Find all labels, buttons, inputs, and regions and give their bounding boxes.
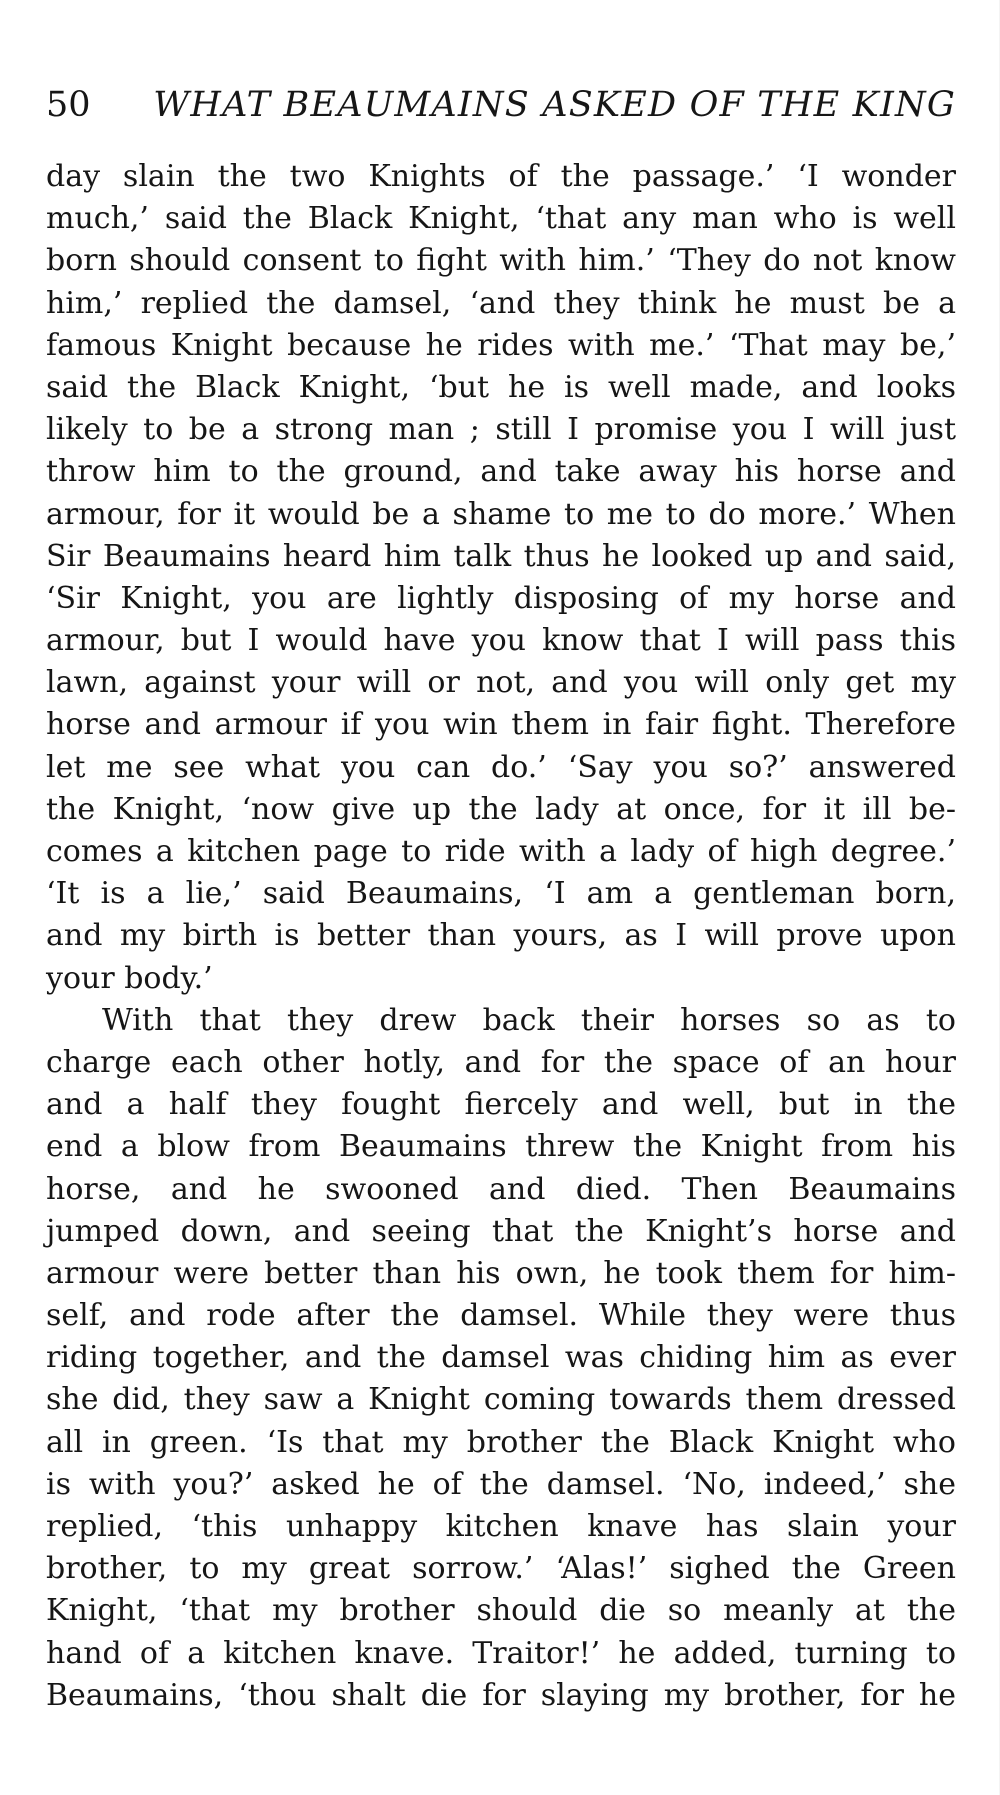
text-line: With that they drew back their horses so as to [102, 1002, 956, 1038]
text-line: ‘It is a lie,’ said Beaumains, ‘I am a gentleman born, [46, 876, 956, 912]
text-line: let me see what you can do.’ ‘Say you so?’ answered [46, 749, 956, 785]
text-line: your body.’ [46, 960, 213, 996]
text-line: is with you?’ asked he of the damsel. ‘No, indeed,’ she [46, 1466, 956, 1502]
body-text [46, 156, 956, 1717]
text-line: and a half they fought fiercely and well, but in the [46, 1087, 956, 1123]
text-line: brother, to my great sorrow.’ ‘Alas!’ sighed the Green [46, 1551, 956, 1587]
text-line: hand of a kitchen knave. Traitor!’ he added, turning to [46, 1635, 956, 1671]
text-line: born should consent to fight with him.’ ‘They do not know [46, 243, 956, 279]
text-line: comes a kitchen page to ride with a lady of high degree.’ [46, 834, 956, 869]
text-line: much,’ said the Black Knight, ‘that any man who is well [46, 201, 956, 237]
text-line: Beaumains, ‘thou shalt die for slaying my brother, for he [46, 1677, 956, 1713]
page-number: 50 [46, 85, 91, 125]
text-line: she did, they saw a Knight coming towards them dressed [46, 1382, 956, 1418]
text-line: day slain the two Knights of the passage.’ ‘I wonder [46, 159, 956, 194]
paragraph [46, 156, 956, 1000]
text-line: ‘Sir Knight, you are lightly disposing of my horse and [46, 580, 956, 616]
text-line: said the Black Knight, ‘but he is well made, and looks [46, 369, 956, 405]
book-page [46, 0, 956, 1795]
text-line: horse, and he swooned and died. Then Beaumains [46, 1171, 956, 1207]
page-header [46, 80, 956, 130]
text-line: famous Knight because he rides with me.’ ‘That may be,’ [46, 327, 956, 363]
text-line: armour, for it would be a shame to me to do more.’ When [46, 496, 956, 532]
text-line: and my birth is better than yours, as I will prove upon [46, 918, 956, 954]
text-line: Sir Beaumains heard him talk thus he looked up and said, [46, 538, 956, 574]
text-line: throw him to the ground, and take away his horse and [46, 454, 956, 490]
text-line: charge each other hotly, and for the space of an hour [46, 1044, 956, 1080]
text-line: likely to be a strong man ; still I promise you I will just [46, 412, 956, 448]
text-line: lawn, against your will or not, and you will only get my [46, 665, 956, 701]
text-line: jumped down, and seeing that the Knight’s horse and [46, 1213, 956, 1249]
running-title: WHAT BEAUMAINS ASKED OF THE KING [153, 85, 956, 125]
paragraph [46, 1000, 956, 1717]
text-line: all in green. ‘Is that my brother the Black Knight who [46, 1424, 956, 1460]
text-line: him,’ replied the damsel, ‘and they think he must be a [46, 285, 956, 321]
text-line: self, and rode after the damsel. While they were thus [46, 1298, 956, 1334]
text-line: riding together, and the damsel was chiding him as ever [46, 1340, 956, 1376]
text-line: armour were better than his own, he took them for him- [46, 1255, 956, 1291]
text-line: horse and armour if you win them in fair fight. Therefore [46, 707, 956, 743]
text-line: Knight, ‘that my brother should die so meanly at the [46, 1593, 956, 1629]
text-line: the Knight, ‘now give up the lady at once, for it ill be- [46, 791, 956, 827]
text-line: end a blow from Beaumains threw the Knight from his [46, 1129, 956, 1165]
text-line: replied, ‘this unhappy kitchen knave has slain your [46, 1509, 956, 1544]
text-line: armour, but I would have you know that I will pass this [46, 623, 956, 659]
